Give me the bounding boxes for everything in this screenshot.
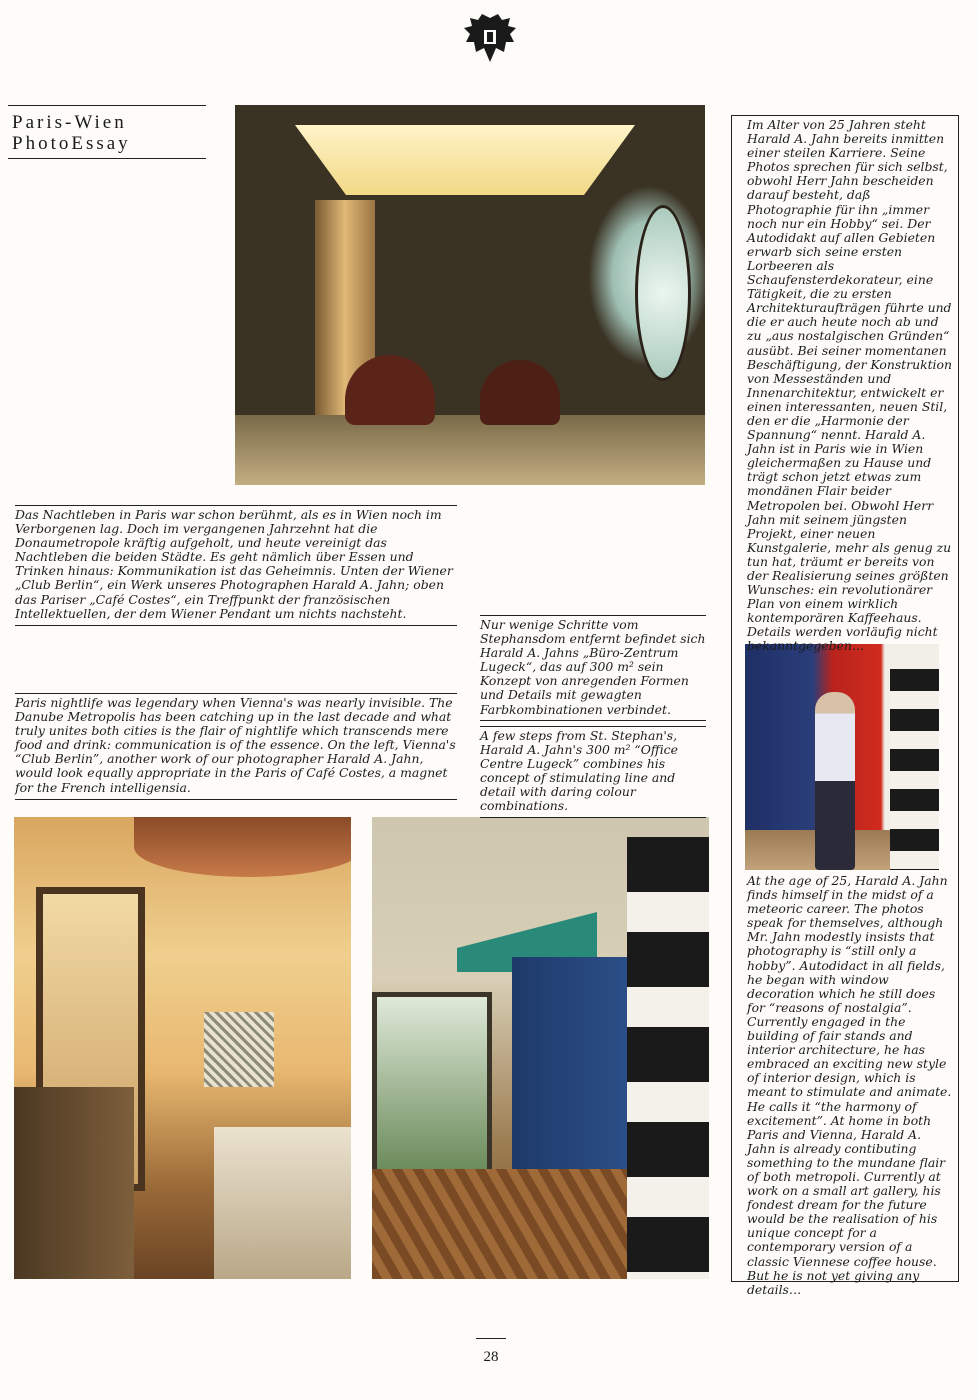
caption-german-office-text: Nur wenige Schritte vom Stephansdom entfernt befindet sich Harald A. Jahns „Büro-Zentrum Lugeck“, das auf 300 m² sein Konzept von anregenden Formen und Details mit gewagten Farbkombinationen verbindet.	[480, 617, 706, 717]
caption-english-office	[480, 726, 706, 818]
photo-office-centre-lugeck	[372, 817, 709, 1279]
caption-german-nightlife	[15, 505, 457, 626]
page-number: 28	[476, 1338, 506, 1366]
header-line-1: Paris-Wien	[12, 112, 127, 133]
photo-essay-header	[8, 105, 206, 159]
bio-german-text: Im Alter von 25 Jahren steht Harald A. Jahn bereits inmitten einer steilen Karriere. Seine Photos sprechen für sich selbst, obwohl Herr Jahn bescheiden darauf besteht, daß Photographie für ihn „immer noch nur ein Hobby“ sei. Der Autodidakt auf allen Gebieten erwarb sich seine ersten Lorbeeren als Schaufensterdekorateur, eine Tätigkeit, die zu ersten Architekturaufträgen führte und die er auch heute noch ab und zu „aus nostalgischen Gründen“ ausübt. Bei seiner momentanen Beschäftigung, der Konstruktion von Messeständen und Innenarchitektur, entwickelt er einen interessanten, neuen Stil, den er die „Harmonie der Spannung“ nennt. Harald A. Jahn ist in Paris wie in Wien gleichermaßen zu Hause und trägt schon jetzt etwas zum mondänen Flair beider Metropolen bei. Obwohl Herr Jahn mit seinem jüngsten Projekt, einer neuen Kunstgalerie, mehr als genug zu tun hat, träumt er bereits von der Realisierung seines größten Wunsches: ein revolutionärer Plan von einem wirklich kontemporären Kaffeehaus. Details werden vorläufig nicht bekanntgegeben…	[747, 117, 952, 654]
photo-cafe-costes	[235, 105, 705, 485]
crest-icon	[460, 12, 520, 68]
photo-club-berlin	[14, 817, 351, 1279]
caption-english-nightlife-text: Paris nightlife was legendary when Vienna's was nearly invisible. The Danube Metropolis has been catching up in the last decade and what truly unites both cities is the flair of nightlife which transcends mere food and drink: communication is of the essence. On the left, Vienna's “Club Berlin”, another work of our photographer Harald A. Jahn, would look equally appropriate in the Paris of Café Costes, a magnet for the French intelligensia.	[15, 695, 456, 795]
header-line-2: PhotoEssay	[12, 133, 131, 154]
caption-german-office	[480, 615, 706, 721]
bio-english-text: At the age of 25, Harald A. Jahn finds himself in the midst of a meteoric career. The photos speak for themselves, although Mr. Jahn modestly insists that photography is “still only a hobby”. Autodidact in all fields, he began with window decoration which he still does for “reasons of nostalgia”. Currently engaged in the building of fair stands and interior architecture, he has embraced an exciting new style of interior design, which is meant to stimulate and animate. He calls it “the harmony of excitement”. At home in both Paris and Vienna, Harald A. Jahn is already contibuting something to the mundane flair of both metropoli. Currently at work on a small art gallery, his fondest dream for the future would be the realisation of his unique concept for a contemporary version of a classic Viennese coffee house. But he is not yet giving any details…	[747, 873, 952, 1297]
caption-english-nightlife	[15, 693, 457, 800]
caption-german-nightlife-text: Das Nachtleben in Paris war schon berühmt, als es in Wien noch im Verborgenen lag. Doch im vergangenen Jahrzehnt hat die Donaumetropole kräftig aufgeholt, und heute vereinigt das Nachtleben die beiden Städte. Es geht nämlich über Essen und Trinken hinaus: Kommunikation ist das Geheimnis. Unten der Wiener „Club Berlin“, ein Werk unseres Photographen Harald A. Jahn; oben das Pariser „Café Costes“, ein Treffpunkt der französischen Intellektuellen, der dem Wiener Pendant um nichts nachsteht.	[15, 507, 453, 621]
bio-english	[747, 874, 953, 1297]
caption-english-office-text: A few steps from St. Stephan's, Harald A. Jahn's 300 m² “Office Centre Lugeck” combines his concept of stimulating line and detail with daring colour combinations.	[480, 728, 678, 814]
bio-german	[747, 118, 953, 654]
